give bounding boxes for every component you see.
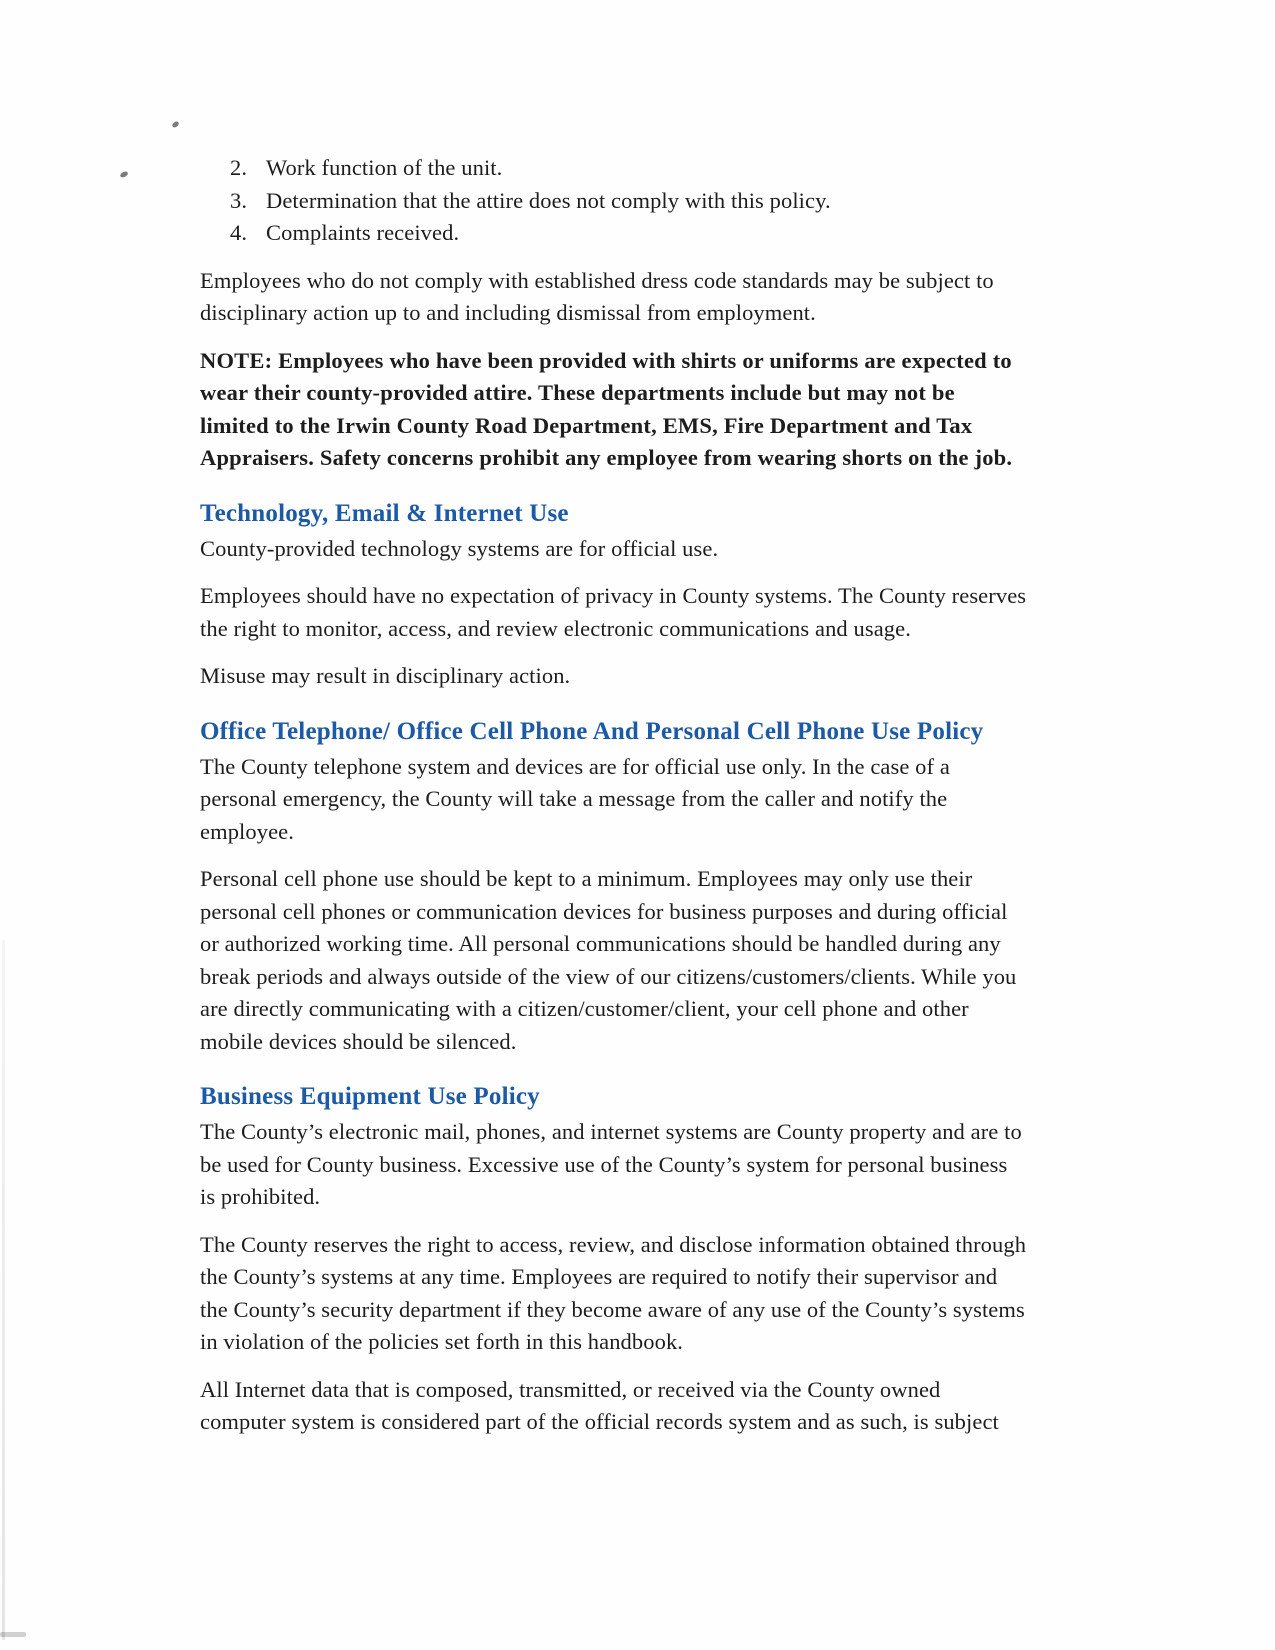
section-heading-business-equipment: Business Equipment Use Policy — [200, 1083, 540, 1110]
paragraph: Misuse may result in disciplinary action. — [200, 663, 571, 688]
list-item — [230, 152, 1028, 185]
list-item-text: Complaints received. — [266, 220, 460, 245]
list-item-text: Determination that the attire does not comply with this policy. — [266, 187, 831, 213]
list-item — [230, 217, 1028, 250]
paragraph: All Internet data that is composed, transmitted, or received via the County owned computer system is considered part of the official records system and as such, is subject — [200, 1376, 999, 1434]
scan-speck — [119, 171, 128, 178]
paragraph: The County telephone system and devices are for official use only. In the case of a personal emergency, the County will take a message from the caller and notify the employee. — [200, 753, 950, 844]
paragraph: The County reserves the right to access, review, and disclose information obtained through the County’s systems at any time. Employees are required to notify their supervisor and the County’s security department if they become aware of any use of the County’s systems in violation of the policies set forth in this handbook. — [200, 1231, 1027, 1354]
paragraph-dress-code: Employees who do not comply with established dress code standards may be subject to disciplinary action up to and including dismissal from employment. — [200, 267, 994, 325]
scan-edge-artifact — [0, 1632, 26, 1637]
list-item-text: Work function of the unit. — [266, 155, 503, 180]
paragraph-note: NOTE: Employees who have been provided with shirts or uniforms are expected to wear their county-provided attire. These departments include but may not be limited to the Irwin County Road Department, EMS, Fire Department and Tax Appraisers. Safety concerns prohibit any employee from wearing shorts on the job. — [200, 347, 1013, 470]
paragraph: County-provided technology systems are for official use. — [200, 535, 719, 561]
document-content — [200, 152, 1028, 1454]
list-item — [230, 185, 1028, 218]
paragraph: The County’s electronic mail, phones, and internet systems are County property and are to be used for County business. Excessive use of the County’s system for personal business is prohibited. — [200, 1119, 1022, 1209]
list-item-number: 2. — [230, 155, 248, 180]
list-item-number: 4. — [230, 220, 248, 245]
list-item-number: 3. — [230, 187, 248, 213]
numbered-list — [200, 152, 1028, 250]
section-heading-telephone-policy: Office Telephone/ Office Cell Phone And Personal Cell Phone Use Policy — [200, 717, 984, 745]
paragraph: Personal cell phone use should be kept to a minimum. Employees may only use their personal cell phones or communication devices for business purposes and during official or authorized working time. All personal communications should be handled during any break periods and always outside of the view of our citizens/customers/clients. While you are directly communicating with a citizen/customer/client, your cell phone and other mobile devices should be silenced. — [200, 866, 1017, 1054]
section-heading-technology-email-internet: Technology, Email & Internet Use — [200, 499, 569, 527]
scan-edge-artifact — [2, 940, 5, 1640]
paragraph: Employees should have no expectation of privacy in County systems. The County reserves the right to monitor, access, and review electronic communications and usage. — [200, 583, 1027, 641]
scan-speck — [171, 121, 180, 129]
